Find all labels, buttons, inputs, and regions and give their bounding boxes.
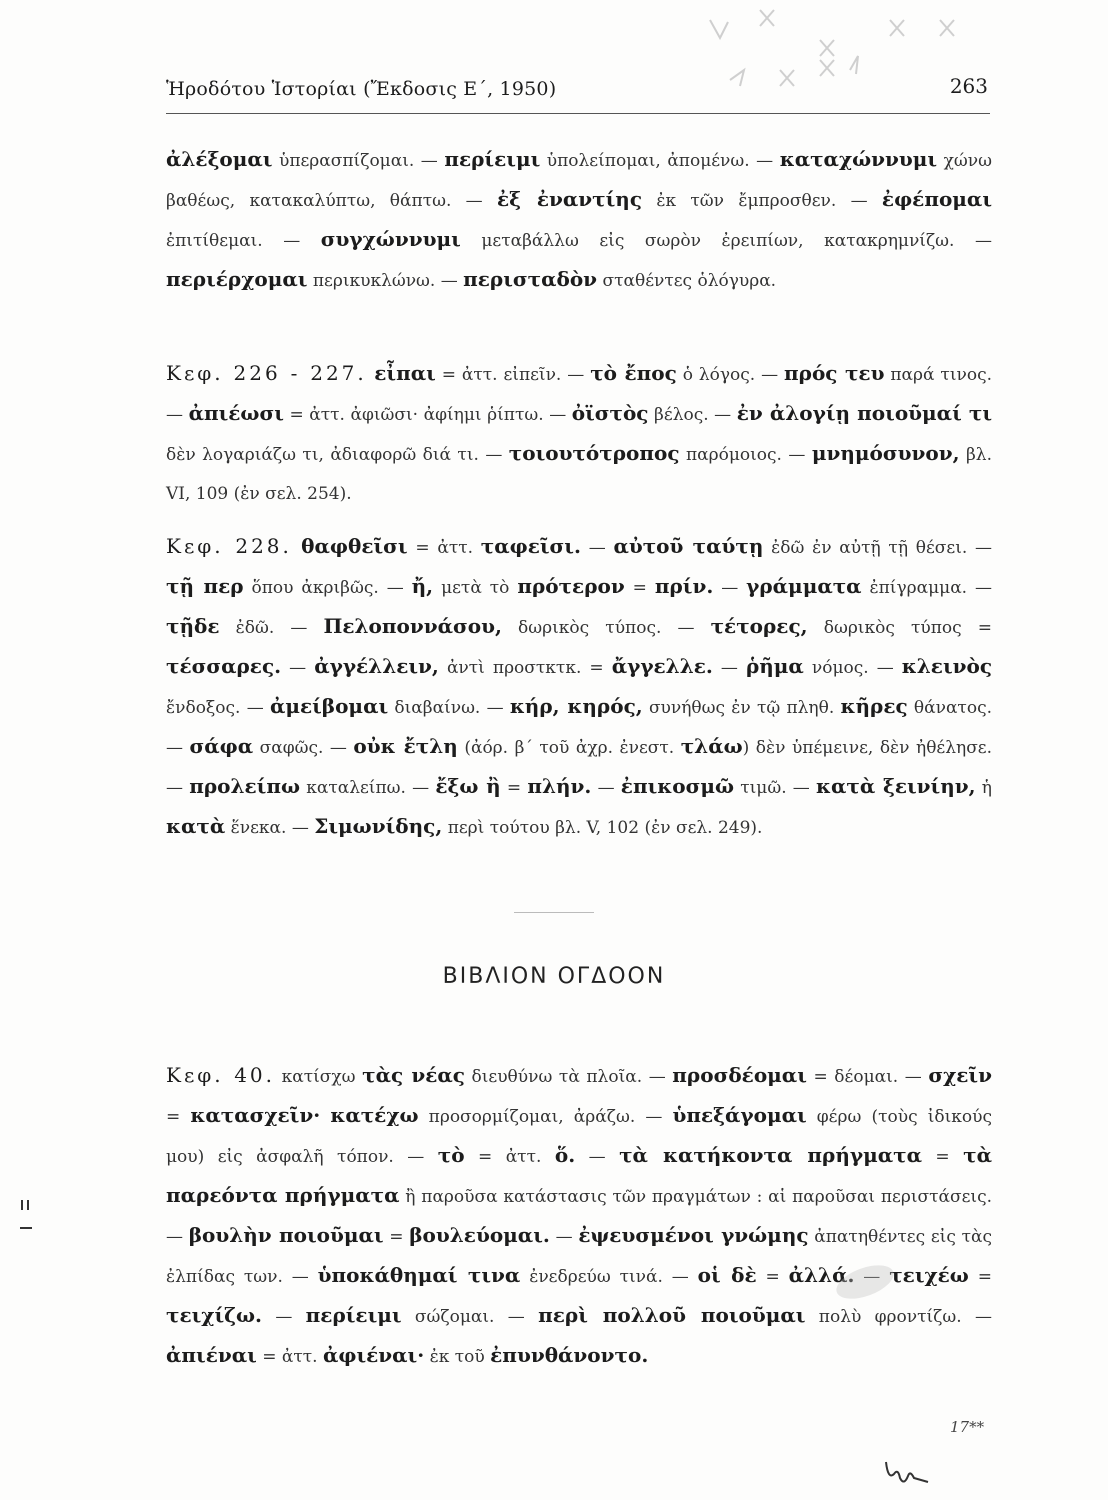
running-title: Ἡροδότου Ἱστορίαι (Ἔκδοσις Ε΄, 1950) <box>166 78 557 100</box>
lemma-term: κατὰ ξεινίην, <box>816 774 976 798</box>
lemma-term: ἀλέξομαι <box>166 147 273 171</box>
lemma-term: πρίν. <box>654 574 714 598</box>
gloss-text: σταθέντες ὁλόγυρα. <box>597 271 777 291</box>
gloss-text: νόμος. — <box>803 658 902 678</box>
gloss-text: μετὰ τὸ <box>433 578 518 598</box>
margin-tick-mark <box>18 1198 34 1238</box>
lemma-term: περὶ πολλοῦ ποιοῦμαι <box>538 1303 806 1327</box>
pencil-scribble-top <box>690 0 1020 110</box>
paragraph-text <box>166 1056 992 1376</box>
gloss-text: = ἀττ. <box>407 538 481 558</box>
gloss-text: = ἀττ. εἰπεῖν. — <box>435 365 591 385</box>
lemma-term: περισταδὸν <box>463 267 598 291</box>
gloss-paragraph-ch226-227 <box>166 354 992 513</box>
gloss-text: περὶ τούτου βλ. V, 102 (ἐν σελ. 249). <box>442 818 763 838</box>
gloss-text: θάνατος. — <box>166 698 992 758</box>
lemma-term: ἐπυνθάνοντο. <box>490 1343 649 1367</box>
gloss-text: ἐπίγραμμα. — <box>861 578 992 598</box>
gloss-text <box>320 1107 330 1127</box>
lemma-term: κατασχεῖν· <box>190 1103 321 1127</box>
gloss-text: — <box>712 658 746 678</box>
gloss-text: ἀπατηθέντες εἰς τὰς ἐλπίδας των. — <box>166 1227 992 1287</box>
header-rule <box>166 113 990 114</box>
chapter-ref: Κεφ. 40. <box>166 1063 276 1087</box>
gloss-text: τιμῶ. — <box>734 778 816 798</box>
lemma-term: εἶπαι <box>366 361 436 385</box>
gloss-text: = ἀττ. <box>256 1347 323 1367</box>
lemma-term: ταφεῖσι. <box>480 534 581 558</box>
lemma-term: τὰ παρεόντα πρήγματα <box>166 1143 992 1207</box>
gloss-text: (ἀόρ. β΄ τοῦ ἀχρ. ἐνεστ. <box>457 738 681 758</box>
paragraph-text <box>166 140 992 300</box>
lemma-term: προσδέομαι <box>672 1063 807 1087</box>
lemma-term: κλεινὸς <box>901 654 993 678</box>
gloss-paragraph-ch228 <box>166 527 992 847</box>
lemma-term: βουλὴν ποιοῦμαι <box>188 1223 384 1247</box>
lemma-term: ἐφέπομαι <box>881 187 993 211</box>
lemma-term: ἐν ἀλογίῃ ποιοῦμαί τι <box>736 401 992 425</box>
lemma-term: γράμματα <box>746 574 862 598</box>
lemma-term: περίειμι <box>444 147 541 171</box>
gloss-text: = <box>756 1267 789 1287</box>
gloss-text: = <box>166 1107 191 1127</box>
gloss-text: παρόμοιος. — <box>679 445 812 465</box>
gloss-text: = δέομαι. — <box>806 1067 929 1087</box>
lemma-term: ὑπεξάγομαι <box>672 1103 807 1127</box>
lemma-term: συγχώννυμι <box>320 227 461 251</box>
gloss-text: — <box>854 1267 890 1287</box>
gloss-text: σώζομαι. — <box>401 1307 539 1327</box>
paragraph-text <box>166 527 992 847</box>
lemma-term: καταχώννυμι <box>779 147 938 171</box>
lemma-term: τειχίζω. <box>166 1303 262 1327</box>
gloss-text: ἐκ τοῦ <box>424 1347 491 1367</box>
lemma-term: ἔξω ἢ <box>435 774 501 798</box>
chapter-ref: Κεφ. 228. <box>166 534 292 558</box>
gloss-text: παρά τινος. — <box>166 365 992 425</box>
lemma-term: τέσσαρες. <box>166 654 282 678</box>
chapter-ref: Κεφ. 226 - 227. <box>166 361 367 385</box>
section-divider <box>514 912 594 913</box>
gloss-text: — <box>713 578 747 598</box>
lemma-term: μνημόσυνον, <box>811 441 960 465</box>
lemma-term: σάφα <box>189 734 254 758</box>
gloss-text: ὁ λόγος. — <box>676 365 785 385</box>
lemma-term: τὰς νέας <box>362 1063 465 1087</box>
lemma-term: τὸ <box>437 1143 465 1167</box>
gloss-text: — <box>580 538 614 558</box>
gloss-text: = <box>624 578 655 598</box>
gloss-text: μεταβάλλω εἰς σωρὸν ἐρειπίων, κατακρημνίζω. — <box>460 231 992 251</box>
lemma-term: τοιουτότροπος <box>508 441 680 465</box>
gloss-text: ἀντὶ προστκτκ. = <box>438 658 612 678</box>
gloss-paragraph-ch40 <box>166 1056 992 1376</box>
lemma-term: οὐκ ἔτλη <box>353 734 458 758</box>
paragraph-text <box>166 354 992 513</box>
lemma-term: αὐτοῦ ταύτῃ <box>613 534 764 558</box>
gloss-text: κατίσχω <box>275 1067 363 1087</box>
gloss-text: = ἀττ. ἀφιῶσι· ἀφίημι ῥίπτω. — <box>283 405 572 425</box>
gloss-text: = ἀττ. <box>464 1147 555 1167</box>
gloss-text: — <box>281 658 315 678</box>
lemma-term: τέτορες, <box>710 614 808 638</box>
gloss-text: φέρω (τοὺς ἰδικούς μου) εἰς ἀσφαλῆ τόπον. — <box>166 1107 993 1167</box>
gloss-text: ἐπιτίθεμαι. — <box>166 231 321 251</box>
lemma-term: σχεῖν <box>928 1063 992 1087</box>
gloss-text: περικυκλώνω. — <box>307 271 464 291</box>
gloss-text: — <box>591 778 621 798</box>
lemma-term: ἀμείβομαι <box>269 694 389 718</box>
gloss-text: ἐδῶ ἐν αὐτῇ τῇ θέσει. — <box>763 538 993 558</box>
lemma-term: τειχέω <box>889 1263 969 1287</box>
gloss-text: πολὺ φροντίζω. — <box>805 1307 992 1327</box>
gloss-text: = <box>500 778 528 798</box>
gloss-text: συνήθως ἐν τῷ πληθ. <box>642 698 841 718</box>
gloss-paragraph-continued <box>166 140 992 300</box>
gloss-text: ) δὲν ὑπέμεινε, δὲν ἠθέλησε. — <box>166 738 993 798</box>
lemma-term: ἀπιέναι <box>166 1343 257 1367</box>
gloss-text: = <box>921 1147 964 1167</box>
gloss-text: ὑπερασπίζομαι. — <box>272 151 445 171</box>
lemma-term: ἐπικοσμῶ <box>620 774 735 798</box>
lemma-term: κῆρες <box>840 694 908 718</box>
lemma-term: ἄγγελλε. <box>611 654 713 678</box>
lemma-term: τὰ κατήκοντα πρήγματα <box>619 1143 922 1167</box>
lemma-term: Σιμωνίδης, <box>314 814 443 838</box>
lemma-term: οἱ δὲ <box>697 1263 757 1287</box>
lemma-term: θαφθεῖσι <box>291 534 408 558</box>
gloss-text: δὲν λογαριάζω τι, ἀδιαφορῶ διά τι. — <box>166 445 509 465</box>
lemma-term: περιέρχομαι <box>166 267 308 291</box>
gloss-text: — <box>575 1147 620 1167</box>
gloss-text: διαβαίνω. — <box>388 698 510 718</box>
lemma-term: τῇδε <box>166 614 220 638</box>
gloss-text: διευθύνω τὰ πλοῖα. — <box>464 1067 673 1087</box>
lemma-term: ὀϊστὸς <box>571 401 649 425</box>
gloss-text: ὑπολείπομαι, ἀπομένω. — <box>540 151 780 171</box>
lemma-term: πρότερον <box>517 574 625 598</box>
gloss-text: ἔνδοξος. — <box>166 698 270 718</box>
paper-smudge <box>830 1252 900 1312</box>
lemma-term: πλήν. <box>527 774 592 798</box>
lemma-term: ἤ, <box>411 574 434 598</box>
lemma-term: βουλεύομαι. <box>409 1223 550 1247</box>
lemma-term: τλάω <box>680 734 743 758</box>
lemma-term: κατέχω <box>330 1103 419 1127</box>
gloss-text: ὅπου ἀκριβῶς. — <box>243 578 412 598</box>
lemma-term: ἐξ ἐναντίης <box>497 187 643 211</box>
lemma-term: ἀλλά. <box>788 1263 855 1287</box>
lemma-term: ἀφιέναι· <box>322 1343 425 1367</box>
lemma-term: περίειμι <box>305 1303 402 1327</box>
lemma-term: τῇ περ <box>166 574 244 598</box>
lemma-term: τὸ ἔπος <box>590 361 677 385</box>
gloss-text: χώνω βαθέως, κατακαλύπτω, θάπτω. — <box>166 151 992 211</box>
gloss-text: ἐκ τῶν ἔμπροσθεν. — <box>642 191 882 211</box>
gloss-text: ἢ παροῦσα κατάστασις τῶν πραγμάτων : αἱ παροῦσαι περιστάσεις. — <box>166 1187 992 1247</box>
lemma-term: ῥῆμα <box>745 654 804 678</box>
lemma-term: ὅ. <box>554 1143 576 1167</box>
gloss-text: βέλος. — <box>648 405 737 425</box>
lemma-term: ὑποκάθημαί τινα <box>317 1263 521 1287</box>
page-number: 263 <box>949 74 988 98</box>
gloss-text: καταλείπω. — <box>300 778 436 798</box>
ink-scribble-bottom <box>880 1450 940 1490</box>
gloss-text: — <box>261 1307 306 1327</box>
gloss-text: δωρικὸς τύπος = <box>807 618 992 638</box>
lemma-term: Πελοποννάσου, <box>323 614 502 638</box>
gloss-text: ἡ <box>975 778 992 798</box>
gloss-text: δωρικὸς τύπος. — <box>501 618 711 638</box>
printer-signature: 17** <box>950 1418 985 1436</box>
gloss-text: προσορμίζομαι, ἀράζω. — <box>418 1107 673 1127</box>
gloss-text: ἐνεδρεύω τινά. — <box>520 1267 698 1287</box>
gloss-text: — <box>549 1227 579 1247</box>
lemma-term: ἀγγέλλειν, <box>314 654 439 678</box>
gloss-text: βλ. VI, 109 (ἐν σελ. 254). <box>166 445 992 504</box>
gloss-text: ἕνεκα. — <box>225 818 315 838</box>
book-title: ΒΙΒΛΙΟΝ ΟΓΔΟΟΝ <box>442 964 666 989</box>
gloss-text: = <box>968 1267 992 1287</box>
lemma-term: ἐψευσμένοι γνώμης <box>578 1223 809 1247</box>
lemma-term: πρός τευ <box>784 361 885 385</box>
lemma-term: κατὰ <box>166 814 226 838</box>
gloss-text: σαφῶς. — <box>253 738 354 758</box>
lemma-term: κήρ, κηρός, <box>509 694 643 718</box>
gloss-text: = <box>383 1227 410 1247</box>
gloss-text: ἐδῶ. — <box>219 618 324 638</box>
lemma-term: ἀπιέωσι <box>188 401 284 425</box>
lemma-term: προλείπω <box>189 774 301 798</box>
